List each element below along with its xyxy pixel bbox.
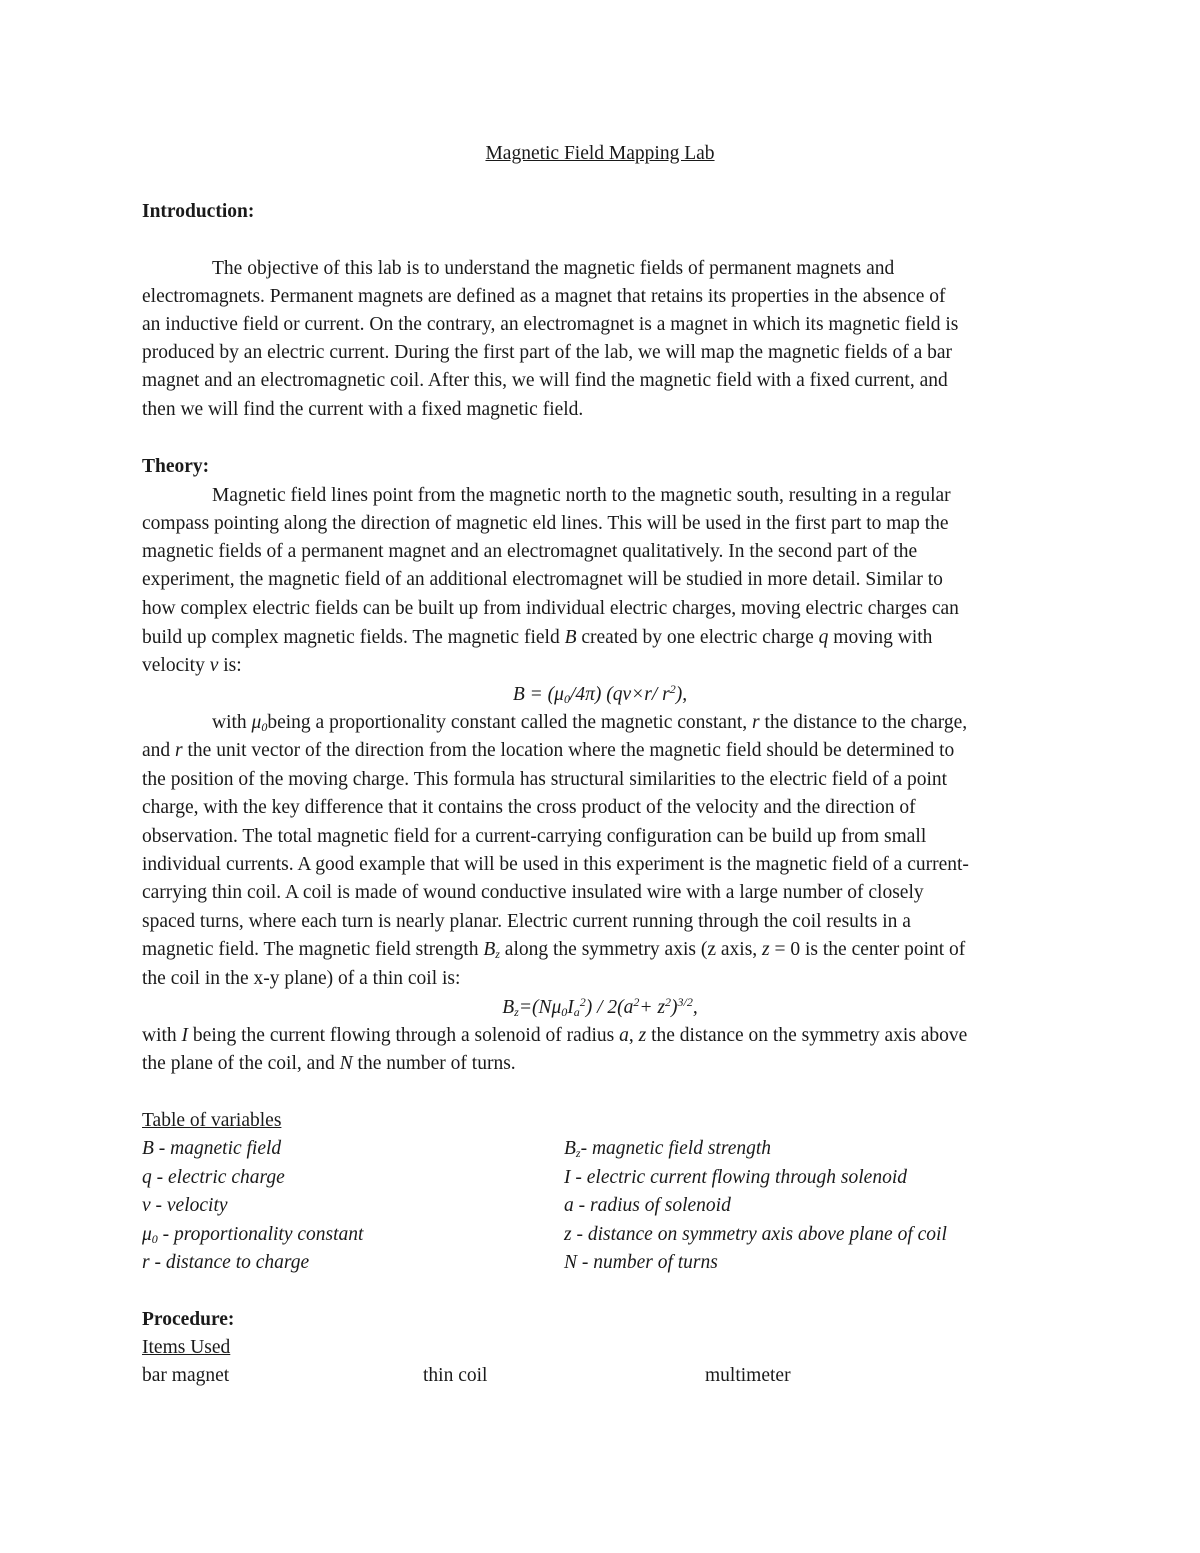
- variable-entry: v - velocity: [142, 1195, 228, 1216]
- item-entry: bar magnet: [142, 1365, 230, 1386]
- intro-line: then we will find the current with a fixed magnetic field.: [142, 399, 584, 420]
- theory-line: experiment, the magnetic field of an additional electromagnet will be studied in more detail. Similar to: [142, 569, 943, 590]
- theory-line: velocity v is:: [142, 655, 242, 676]
- introduction-heading: Introduction:: [142, 201, 255, 222]
- variable-entry: r - distance to charge: [142, 1252, 310, 1273]
- intro-line: electromagnets. Permanent magnets are defined as a magnet that retains its properties in the absence of: [142, 286, 946, 307]
- variable-entry: B - magnetic field: [142, 1138, 282, 1159]
- theory-heading: Theory:: [142, 456, 210, 477]
- theory-line: how complex electric fields can be built up from individual electric charges, moving electric charges can: [142, 598, 959, 619]
- coil-field-formula: $B_z=(N\mu_0I_a^2) / 2(a^2+ z^2)^{3/2}$,: [502, 995, 698, 1019]
- variable-entry: q - electric charge: [142, 1167, 285, 1188]
- item-entry: thin coil: [423, 1365, 488, 1386]
- item-entry: multimeter: [705, 1365, 791, 1386]
- procedure-heading: Procedure:: [142, 1309, 235, 1330]
- theory-line: and r the unit vector of the direction from the location where the magnetic field should be determined to: [142, 740, 955, 761]
- theory-line: compass pointing along the direction of magnetic eld lines. This will be used in the first part to map the: [142, 513, 949, 534]
- variable-entry: I - electric current flowing through solenoid: [564, 1167, 908, 1188]
- theory-line: magnetic field. The magnetic field strength $B_z$ along the symmetry axis (z axis, z = 0 is the center point of: [142, 939, 966, 961]
- intro-line: produced by an electric current. During the first part of the lab, we will map the magnetic fields of a bar: [142, 342, 953, 363]
- theory-line: with $\mu_0being$ a proportionality constant called the magnetic constant, r the distance to the charge,: [212, 712, 968, 734]
- theory-line: observation. The total magnetic field for a current-carrying configuration can be build up from small: [142, 826, 927, 847]
- theory-line: spaced turns, where each turn is nearly planar. Electric current running through the coil results in a: [142, 911, 911, 932]
- theory-line: build up complex magnetic fields. The magnetic field B created by one electric charge q moving with: [142, 627, 933, 648]
- theory-line: with I being the current flowing through a solenoid of radius a, z the distance on the symmetry axis above: [142, 1025, 968, 1046]
- theory-line: the coil in the x-y plane) of a thin coil is:: [142, 968, 461, 989]
- variable-entry: $\mu_0$ - proportionality constant: [142, 1224, 364, 1246]
- variable-entry: z - distance on symmetry axis above plane of coil: [564, 1224, 947, 1245]
- page-title: Magnetic Field Mapping Lab: [485, 143, 715, 164]
- items-used-heading: Items Used: [142, 1337, 231, 1358]
- theory-line: the plane of the coil, and N the number of turns.: [142, 1053, 516, 1074]
- intro-line: magnet and an electromagnetic coil. After this, we will find the magnetic field with a fixed current, and: [142, 370, 948, 391]
- theory-line: charge, with the key difference that it contains the cross product of the velocity and the direction of: [142, 797, 916, 818]
- variable-entry: a - radius of solenoid: [564, 1195, 731, 1216]
- biot-savart-formula: $B = (\mu_0/4\pi)$ (qv×r/ $r^2$),: [512, 682, 688, 706]
- theory-line: Magnetic field lines point from the magnetic north to the magnetic south, resulting in a regular: [212, 485, 951, 506]
- theory-line: individual currents. A good example that will be used in this experiment is the magnetic field of a current-: [142, 854, 969, 875]
- theory-line: magnetic fields of a permanent magnet and an electromagnet qualitatively. In the second part of the: [142, 541, 918, 562]
- variable-entry: $B_z-$ magnetic field strength: [564, 1138, 772, 1160]
- intro-line: an inductive field or current. On the contrary, an electromagnet is a magnet in which its magnetic field is: [142, 314, 959, 335]
- theory-line: carrying thin coil. A coil is made of wound conductive insulated wire with a large number of closely: [142, 882, 924, 903]
- intro-line: The objective of this lab is to understand the magnetic fields of permanent magnets and: [212, 258, 895, 279]
- variable-entry: N - number of turns: [564, 1252, 718, 1273]
- variables-heading: Table of variables: [142, 1110, 282, 1131]
- theory-line: the position of the moving charge. This formula has structural similarities to the electric field of a point: [142, 769, 948, 790]
